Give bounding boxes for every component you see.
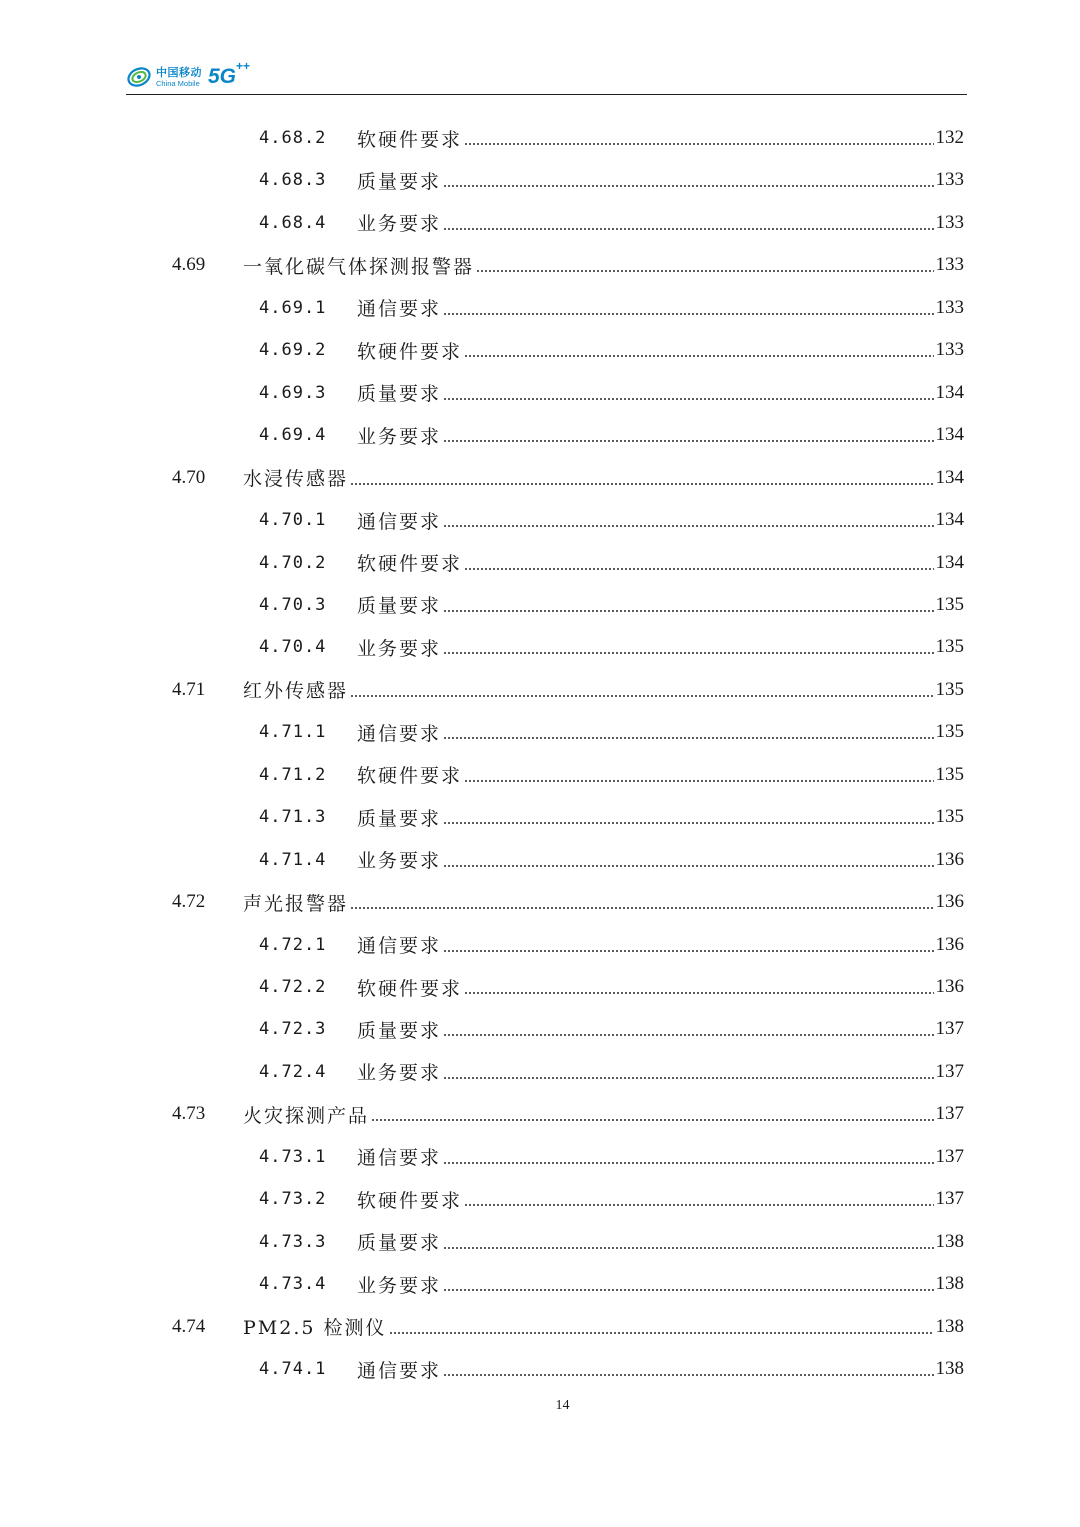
toc-entry-number: 4.72.2	[259, 977, 327, 997]
toc-entry-page: 137	[935, 1018, 964, 1040]
page-number: 14	[555, 1398, 570, 1413]
toc-entry[interactable]	[172, 1093, 964, 1135]
toc-entry-page: 135	[935, 593, 964, 615]
toc-entry-number: 4.68.2	[259, 128, 327, 148]
toc-entry-number: 4.71.2	[259, 764, 327, 785]
toc-entry-title: 红外传感器	[243, 680, 349, 703]
toc-entry-number: 4.73.4	[259, 1274, 327, 1295]
toc-entry-page: 138	[935, 1230, 964, 1252]
toc-entry-title: 通信要求	[357, 1359, 442, 1382]
toc-entry-number: 4.73	[172, 1103, 206, 1125]
toc-dot-leader	[443, 1247, 933, 1249]
toc-entry[interactable]	[259, 1008, 964, 1050]
toc-entry-number: 4.71.1	[259, 722, 327, 743]
toc-entry[interactable]	[259, 287, 964, 329]
toc-dot-leader	[350, 483, 933, 485]
toc-entry-number: 4.70.3	[259, 594, 327, 615]
toc-entry-title: 业务要求	[357, 1274, 442, 1297]
toc-entry-title: 通信要求	[357, 722, 442, 745]
toc-dot-leader	[443, 525, 933, 527]
logo-plus-text: ++	[236, 59, 251, 73]
toc-entry-page: 137	[935, 1188, 964, 1210]
toc-entry-number: 4.73.3	[259, 1231, 327, 1252]
toc-entry[interactable]	[259, 499, 964, 541]
toc-entry-page: 133	[935, 339, 964, 361]
toc-entry-number: 4.72	[172, 891, 206, 913]
toc-entry-title: 业务要求	[357, 637, 442, 660]
toc-entry[interactable]	[172, 1306, 964, 1348]
toc-entry[interactable]	[259, 202, 964, 244]
toc-entry-page: 135	[935, 763, 964, 785]
toc-entry[interactable]	[259, 1221, 964, 1263]
toc-entry-title: 软硬件要求	[357, 977, 463, 1000]
toc-entry-page: 136	[935, 933, 964, 955]
logo-english-text: China Mobile	[156, 78, 200, 88]
toc-entry-number: 4.69.1	[259, 297, 327, 318]
toc-entry[interactable]	[259, 1051, 964, 1093]
toc-entry[interactable]	[259, 711, 964, 753]
toc-dot-leader	[443, 652, 933, 654]
toc-dot-leader	[443, 185, 933, 187]
toc-entry-title: 质量要求	[357, 383, 442, 406]
page-header	[126, 60, 967, 95]
toc-entry-page: 138	[935, 1358, 964, 1380]
toc-entry-number: 4.70.1	[259, 510, 327, 531]
toc-entry[interactable]	[259, 1136, 964, 1178]
toc-entry-title: 质量要求	[357, 595, 442, 618]
toc-entry-number: 4.73.2	[259, 1189, 327, 1210]
toc-entry-page: 137	[935, 1145, 964, 1167]
toc-entry[interactable]	[172, 669, 964, 711]
toc-entry[interactable]	[259, 1178, 964, 1220]
toc-entry[interactable]	[259, 626, 964, 668]
toc-dot-leader	[443, 1077, 933, 1079]
toc-entry[interactable]	[259, 966, 964, 1008]
toc-dot-leader	[476, 270, 933, 272]
toc-entry[interactable]	[259, 372, 964, 414]
toc-entry-page: 134	[935, 381, 964, 403]
toc-entry-number: 4.71	[172, 678, 206, 700]
toc-entry-number: 4.72.1	[259, 934, 327, 955]
toc-entry-number: 4.70	[172, 466, 206, 488]
toc-entry-page: 136	[935, 891, 964, 913]
toc-entry-title: 软硬件要求	[357, 553, 463, 575]
toc-dot-leader	[443, 1162, 933, 1164]
toc-entry-page: 138	[935, 1315, 964, 1337]
toc-dot-leader	[464, 992, 933, 994]
toc-entry-title: 质量要求	[357, 170, 442, 193]
toc-entry[interactable]	[172, 244, 964, 286]
toc-entry[interactable]	[172, 457, 964, 499]
toc-entry-title: 通信要求	[357, 298, 442, 321]
toc-dot-leader	[443, 398, 933, 400]
toc-entry-title: 软硬件要求	[357, 765, 463, 788]
toc-entry[interactable]	[259, 414, 964, 456]
toc-entry-number: 4.72.4	[259, 1061, 327, 1082]
toc-entry-title: 软硬件要求	[357, 1189, 463, 1212]
toc-entry-number: 4.74	[172, 1315, 206, 1337]
toc-entry-page: 135	[935, 721, 964, 743]
toc-entry-number: 4.69.4	[259, 425, 327, 446]
toc-entry-title: 业务要求	[357, 425, 442, 448]
toc-entry-number: 4.71.4	[259, 849, 327, 870]
toc-entry[interactable]	[259, 542, 964, 584]
toc-entry-title: 业务要求	[357, 213, 442, 236]
toc-entry[interactable]	[259, 924, 964, 966]
toc-entry[interactable]	[259, 754, 964, 796]
toc-entry[interactable]	[259, 329, 964, 371]
toc-entry-page: 134	[935, 509, 964, 531]
toc-entry-title: 软硬件要求	[357, 128, 463, 151]
toc-entry-page: 135	[935, 678, 964, 700]
toc-entry-number: 4.70.2	[259, 552, 327, 573]
toc-dot-leader	[443, 228, 933, 230]
toc-entry[interactable]	[259, 796, 964, 838]
toc-dot-leader	[443, 865, 933, 867]
toc-dot-leader	[464, 355, 933, 357]
toc-entry-page: 134	[935, 466, 964, 488]
toc-dot-leader	[443, 737, 933, 739]
toc-entry[interactable]	[259, 584, 964, 626]
toc-entry-number: 4.73.1	[259, 1146, 327, 1167]
toc-dot-leader	[443, 440, 933, 442]
toc-dot-leader	[443, 610, 933, 612]
toc-entry-number: 4.72.3	[259, 1019, 327, 1040]
toc-dot-leader	[443, 1374, 933, 1376]
toc-entry-page: 136	[935, 976, 964, 997]
toc-entry-title: 火灾探测产品	[243, 1104, 370, 1127]
toc-dot-leader	[443, 313, 933, 315]
toc-dot-leader	[443, 1034, 933, 1036]
toc-entry[interactable]	[259, 839, 964, 881]
toc-entry-title: 质量要求	[357, 1019, 442, 1042]
logo-5g-text: 5G	[208, 65, 237, 88]
toc-entry[interactable]	[259, 1348, 964, 1390]
toc-dot-leader	[443, 1289, 933, 1291]
china-mobile-logo-icon	[126, 64, 152, 90]
logo-5g-mark	[208, 59, 251, 89]
toc-entry-page: 133	[935, 296, 964, 318]
toc-entry-page: 135	[935, 806, 964, 828]
toc-dot-leader	[464, 780, 933, 782]
toc-entry[interactable]	[259, 1263, 964, 1305]
toc-entry-title: 水浸传感器	[243, 468, 349, 491]
toc-dot-leader	[464, 568, 933, 570]
toc-entry-title: PM2.5 检测仪	[243, 1317, 387, 1340]
toc-entry-page: 137	[935, 1103, 964, 1125]
toc-entry-number: 4.71.3	[259, 807, 327, 828]
toc-entry[interactable]	[172, 881, 964, 923]
toc-entry-page: 137	[935, 1060, 964, 1082]
toc-entry-page: 134	[935, 551, 964, 573]
toc-entry-page: 133	[935, 254, 964, 276]
toc-entry-number: 4.74.1	[259, 1359, 327, 1380]
toc-entry-page: 138	[935, 1273, 964, 1295]
toc-entry-number: 4.69.3	[259, 382, 327, 403]
toc-entry-number: 4.69.2	[259, 340, 327, 361]
toc-dot-leader	[371, 1119, 933, 1121]
toc-entry-number: 4.70.4	[259, 637, 327, 658]
toc-entry-page: 133	[935, 169, 964, 191]
toc-entry-number: 4.68.3	[259, 170, 327, 191]
toc-entry-page: 135	[935, 636, 964, 658]
toc-entry-page: 133	[935, 211, 964, 233]
toc-entry-page: 136	[935, 848, 964, 870]
toc-entry-title: 业务要求	[357, 850, 442, 873]
toc-entry-title: 软硬件要求	[357, 340, 463, 363]
toc-entry-title: 一氧化碳气体探测报警器	[243, 255, 475, 278]
toc-entry-title: 声光报警器	[243, 892, 349, 915]
toc-entry-page: 134	[935, 424, 964, 446]
logo-chinese-text: 中国移动	[156, 65, 202, 79]
toc-dot-leader	[443, 822, 933, 824]
toc-entry-title: 质量要求	[357, 807, 442, 830]
toc-entry[interactable]	[259, 117, 964, 159]
toc-dot-leader	[464, 143, 933, 145]
toc-dot-leader	[350, 695, 933, 697]
toc-dot-leader	[389, 1332, 934, 1334]
toc-dot-leader	[443, 950, 933, 952]
toc-entry-title: 业务要求	[357, 1062, 442, 1085]
toc-dot-leader	[464, 1204, 933, 1206]
toc-entry-number: 4.69	[172, 254, 206, 276]
toc-entry-title: 通信要求	[357, 935, 442, 958]
toc-entry-title: 通信要求	[357, 1147, 442, 1170]
toc-entry-page: 132	[935, 127, 964, 148]
toc-entry-title: 通信要求	[357, 510, 442, 533]
toc-entry-number: 4.68.4	[259, 212, 327, 233]
china-mobile-logo	[126, 59, 251, 92]
toc-entry[interactable]	[259, 159, 964, 201]
toc-dot-leader	[350, 907, 933, 909]
toc-entry-title: 质量要求	[357, 1232, 442, 1255]
